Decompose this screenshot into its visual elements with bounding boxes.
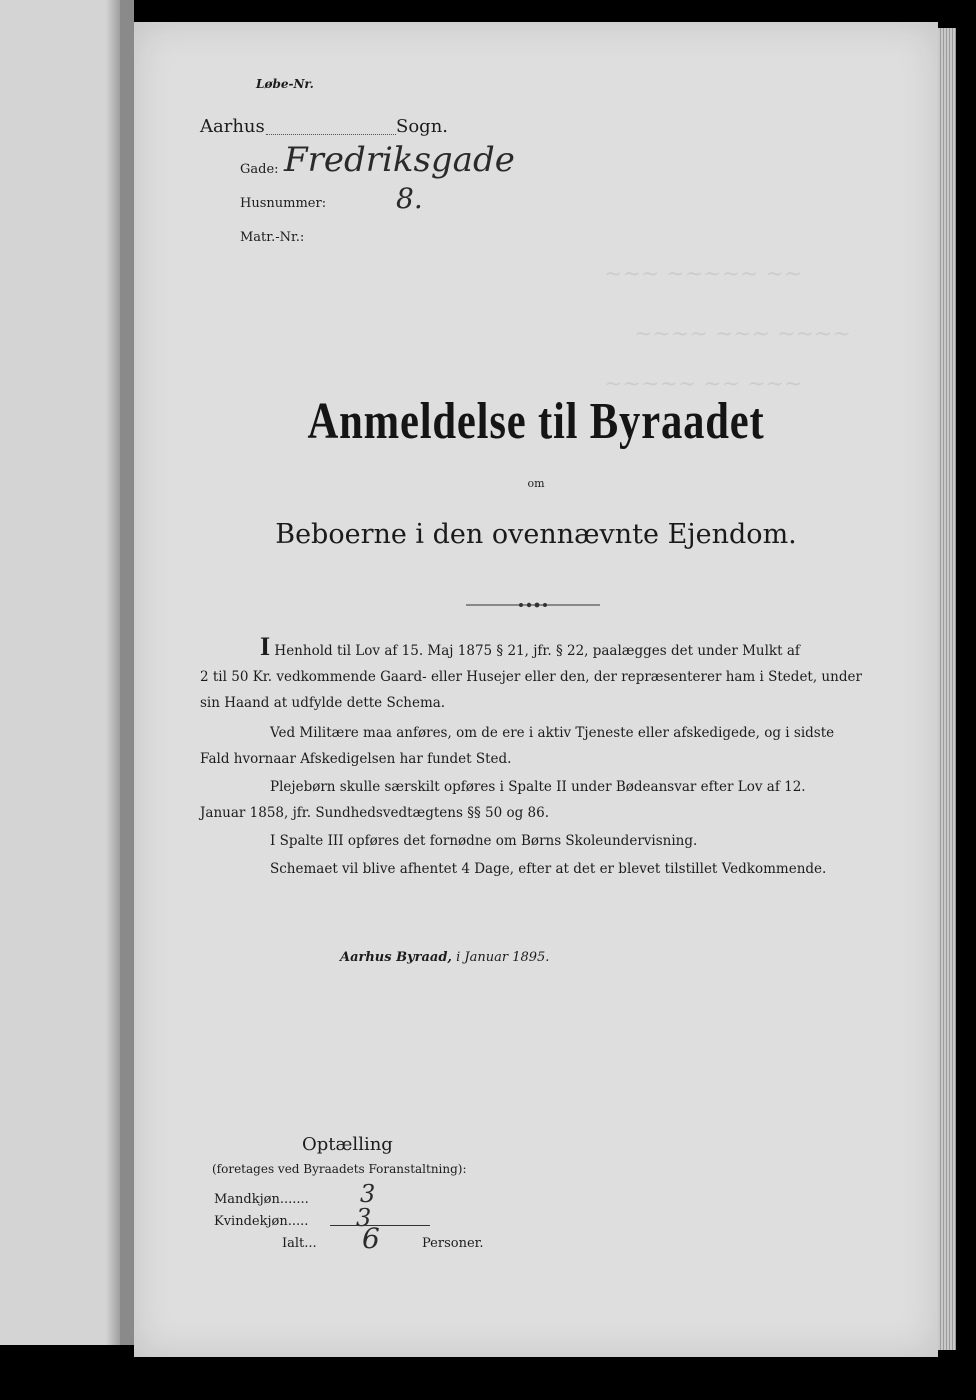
female-count-value: 3	[356, 1204, 372, 1232]
signoff-date: i Januar 1895.	[456, 950, 550, 965]
document-title: Anmeldelse til Byraadet	[307, 393, 765, 450]
sum-line	[330, 1225, 430, 1226]
gade-handwritten-value: Fredriksgade	[284, 140, 515, 180]
ornament-divider	[466, 600, 600, 610]
husnummer-handwritten-value: 8.	[396, 182, 423, 215]
book-gutter	[120, 0, 134, 1345]
female-count-label: Kvindekjøn.....	[214, 1214, 309, 1229]
gade-label: Gade:	[240, 162, 279, 177]
instruction-line: Plejebørn skulle særskilt opføres i Spalte II under Bødeansvar efter Lov af 12.	[270, 779, 806, 795]
instruction-paragraph-2	[200, 720, 880, 772]
instruction-paragraph-3	[200, 774, 880, 826]
sogn-dotted-line	[266, 134, 396, 135]
city-label: Aarhus	[200, 116, 265, 137]
signoff-authority: Aarhus Byraad,	[340, 950, 452, 965]
husnummer-label: Husnummer:	[240, 196, 327, 211]
instruction-line: Fald hvornaar Afskedigelsen har fundet Sted.	[200, 751, 512, 767]
instruction-line: Ved Militære maa anføres, om de ere i aktiv Tjeneste eller afskedigede, og i sidste	[270, 725, 835, 741]
total-count-value: 6	[362, 1222, 380, 1255]
total-count-label: Ialt...	[282, 1236, 317, 1251]
bleed-through: ~~~ ~~~~~ ~~	[604, 262, 803, 287]
bleed-through: ~~~~~ ~~ ~~~	[604, 372, 803, 397]
document-page	[134, 22, 938, 1357]
instruction-paragraph-1	[200, 634, 880, 716]
document-subtitle: Beboerne i den ovennævnte Ejendom.	[275, 519, 797, 550]
instruction-line: Januar 1858, jfr. Sundhedsvedtægtens §§ 50 og 86.	[200, 805, 549, 821]
male-count-label: Mandkjøn.......	[214, 1192, 309, 1207]
instruction-line: 2 til 50 Kr. vedkommende Gaard- eller Husejer eller den, der repræsenterer ham i Stedet, under	[200, 669, 862, 685]
count-title: Optælling	[302, 1134, 393, 1155]
instruction-line: I Spalte III opføres det fornødne om Børns Skoleundervisning.	[270, 833, 698, 849]
instruction-line: Schemaet vil blive afhentet 4 Dage, efter at det er blevet tilstillet Vedkommende.	[270, 861, 827, 877]
instruction-paragraph-4	[200, 828, 880, 854]
count-subtitle: (foretages ved Byraadets Foranstaltning):	[212, 1162, 467, 1176]
male-count-value: 3	[360, 1180, 376, 1208]
page-edges	[938, 28, 956, 1350]
bleed-through: ~~~~ ~~~ ~~~~	[634, 322, 851, 347]
instruction-line: sin Haand at udfylde dette Schema.	[200, 695, 446, 711]
signoff	[340, 950, 549, 965]
loebe-nr-label: Løbe-Nr.	[256, 77, 314, 91]
title-connector: om	[527, 477, 545, 490]
instruction-paragraph-5	[200, 856, 880, 882]
sogn-label: Sogn.	[396, 116, 449, 137]
left-facing-page	[0, 0, 121, 1345]
persons-label: Personer.	[422, 1236, 484, 1251]
drop-cap: I	[260, 632, 271, 661]
matr-nr-label: Matr.-Nr.:	[240, 230, 305, 245]
instruction-line: Henhold til Lov af 15. Maj 1875 § 21, jfr. § 22, paalægges det under Mulkt af	[274, 643, 800, 659]
